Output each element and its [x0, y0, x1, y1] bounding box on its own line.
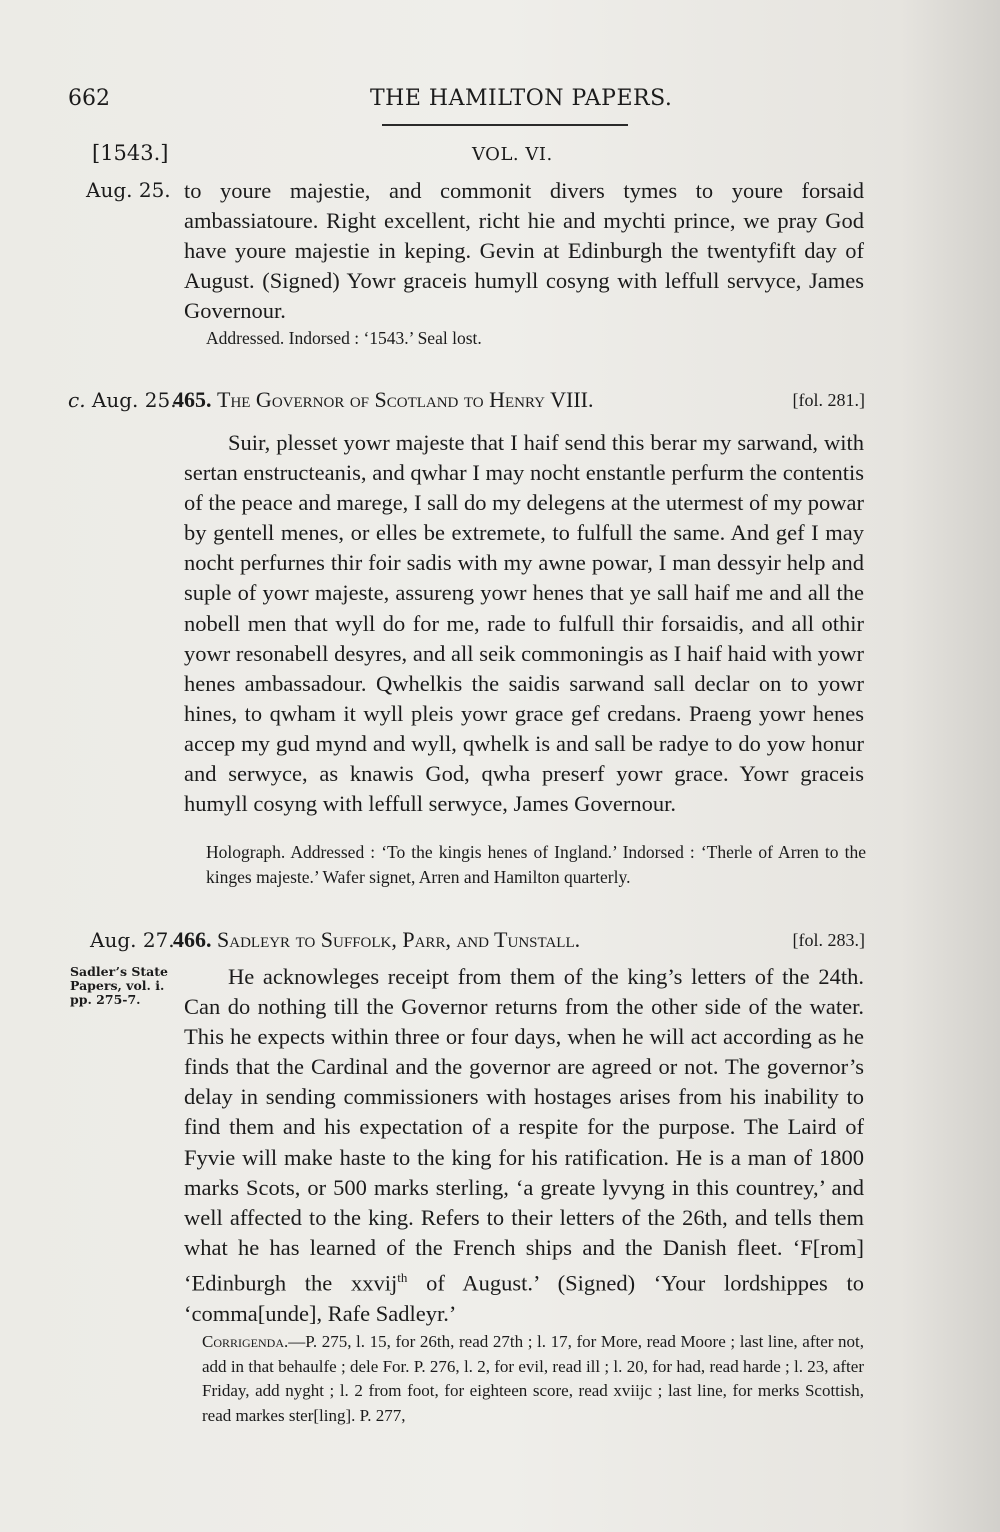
- entry-466-text-a: He acknowleges receipt from them of the king’s letters of the 24th. Can do nothing till the Governor returns from the other side of the water. This he expects within three or four days, when he will act according as he finds that the Cardinal and the governor are agreed or not. The governor’s delay in sending commissioners with hostages arises from his inability to find them and his expectation of a respite for the purpose. The Laird of Fyvie will make haste to the king for his ratification. He is a man of 1800 marks Scots, or 500 marks sterling, ‘a greate lyvyng in this countrey,’ and well affected to the king. Refers to their letters of the 26th, and tells them what he has learned of the French ships and the Danish fleet. ‘F[rom] ‘Edinburgh the xxvij: [184, 964, 864, 1296]
- corrigenda-label: Corrigenda.: [202, 1332, 289, 1351]
- entry-466-number: 466.: [173, 927, 212, 952]
- header-rule: [382, 124, 628, 126]
- sidenote-line: Papers, vol. i.: [70, 978, 165, 993]
- entry-466-sidenote: [70, 965, 168, 1007]
- entry-466-text: [184, 962, 864, 1329]
- page-number: 662: [68, 86, 110, 111]
- entry-466-text-b: of August.’ (Signed) ‘Your lordshippes to ‘comma[unde], Rafe Sadleyr.’: [184, 1270, 864, 1326]
- volume-label: VOL. VI.: [472, 144, 553, 165]
- year-marker: [1543.]: [92, 141, 169, 165]
- continuation-note: Addressed. Indorsed : ‘1543.’ Seal lost.: [206, 328, 482, 348]
- sidenote-line: Sadler’s State: [70, 964, 168, 979]
- continuation-date: Aug. 25.: [86, 178, 171, 202]
- entry-465-title: The Governor of Scotland to Henry VIII.: [217, 387, 594, 412]
- entry-465-date: [68, 388, 177, 412]
- corrigenda: [202, 1330, 864, 1428]
- sidenote-line: pp. 275-7.: [70, 992, 141, 1007]
- entry-465-date-prefix: c.: [68, 388, 86, 412]
- entry-466-folio: [fol. 283.]: [792, 930, 865, 950]
- entry-466-text-sup: th: [397, 1269, 408, 1285]
- entry-465-note: Holograph. Addressed : ‘To the kingis henes of Ingland.’ Indorsed : ‘Therle of Arren to the kinges majeste.’ Wafer signet, Arren and Hamilton quarterly.: [206, 842, 866, 887]
- entry-466-heading: [173, 926, 865, 954]
- corrigenda-text: —P. 275, l. 15, for 26th, read 27th ; l. 17, for More, read Moore ; last line, after not, add in that behaulfe ; dele For. P. 276, l. 2, for evil, read ill ; l. 20, for had, read harde ; l. 23, after Friday, add nyght ; l. 2 from foot, for eighteen score, read xviijc ; last line, for merks Scottish, read markes ster[ling]. P. 277,: [202, 1332, 864, 1425]
- entry-466-date: Aug. 27.: [90, 928, 175, 952]
- entry-466-title: Sadleyr to Suffolk, Parr, and Tunstall.: [217, 927, 581, 952]
- continuation-text: to youre majestie, and commonit divers tymes to youre forsaid ambassiatoure. Right excellent, richt hie and mychti prince, we pray God have youre majestie in keping. Gevin at Edinburgh the twentyfift day of August. (Signed) Yowr graceis humyll cosyng with leffull servyce, James Governour.: [184, 178, 864, 324]
- entry-465-number: 465.: [173, 387, 212, 412]
- running-head: THE HAMILTON PAPERS.: [370, 86, 673, 111]
- entry-465-text: Suir, plesset yowr majeste that I haif send this berar my sarwand, with sertan enstructeanis, and qwhar I may nocht enstantle perfurm the contentis of the peace and marege, I sall do my delegens at the utermest of my powar by gentell menes, or elles be extremete, to fulfull the same. And gef I may nocht perfurnes thir foir sadis with my awne powar, I man dessyir help and suple of yowr majeste, assureng yowr henes that ye sall haif me and all the nobell men that wyll do for me, rade to fulfull thir forsaidis, and all othir yowr resonabell desyres, and all seik commoningis as I haif haid with yowr henes ambassadour. Qwhelkis the saidis sarwand sall declar on to yowr hines, to qwham it wyll pleis yowr grace gef credans. Praeng yowr henes accep my gud mynd and wyll, qwhelk is and sall be radye to do yow honur and serwyce, as knawis God, qwha preserf yowr grace. Yowr graceis humyll cosyng with leffull serwyce, James Governour.: [184, 430, 864, 817]
- entry-465-heading: [173, 386, 865, 414]
- entry-465-date-value: Aug. 25.: [91, 388, 177, 412]
- entry-465-folio: [fol. 281.]: [792, 390, 865, 410]
